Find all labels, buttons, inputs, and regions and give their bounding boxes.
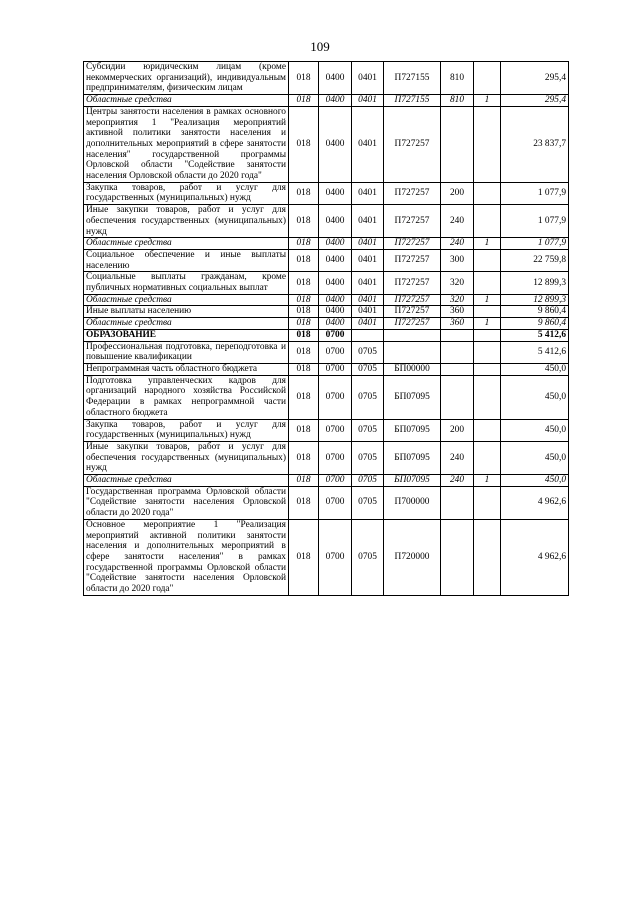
table-row	[84, 62, 569, 95]
subsection-code-cell	[352, 329, 384, 341]
admin-code-cell: 018	[289, 306, 319, 318]
table-row	[84, 182, 569, 204]
funding-source-cell	[474, 363, 501, 375]
expense-type-cell: 240	[441, 205, 474, 238]
section-code-cell: 0700	[319, 341, 352, 363]
table-row	[84, 419, 569, 441]
section-code-cell: 0400	[319, 318, 352, 330]
admin-code-cell: 018	[289, 486, 319, 519]
amount-cell: 9 860,4	[501, 318, 569, 330]
admin-code-cell: 018	[289, 182, 319, 204]
admin-code-cell: 018	[289, 341, 319, 363]
row-name-cell: Закупка товаров, работ и услуг для государственных (муниципальных) нужд	[84, 182, 289, 204]
section-code-cell: 0400	[319, 205, 352, 238]
table-row	[84, 106, 569, 182]
subsection-code-cell: 0705	[352, 441, 384, 474]
admin-code-cell: 018	[289, 441, 319, 474]
admin-code-cell: 018	[289, 363, 319, 375]
expense-type-cell	[441, 375, 474, 419]
expense-type-cell: 240	[441, 238, 474, 250]
row-name-cell: Закупка товаров, работ и услуг для государственных (муниципальных) нужд	[84, 419, 289, 441]
row-name-cell: Иные выплаты населению	[84, 306, 289, 318]
admin-code-cell: 018	[289, 318, 319, 330]
row-name-cell: Непрограммная часть областного бюджета	[84, 363, 289, 375]
subsection-code-cell: 0401	[352, 238, 384, 250]
funding-source-cell	[474, 341, 501, 363]
subsection-code-cell: 0401	[352, 272, 384, 294]
amount-cell: 450,0	[501, 441, 569, 474]
expense-type-cell	[441, 486, 474, 519]
row-name-cell: Государственная программа Орловской области "Содействие занятости населения Орловской области до 2020 года"	[84, 486, 289, 519]
funding-source-cell	[474, 306, 501, 318]
section-code-cell: 0700	[319, 329, 352, 341]
table-row	[84, 329, 569, 341]
target-article-cell: П727257	[384, 238, 441, 250]
table-row	[84, 318, 569, 330]
row-name-cell: Социальное обеспечение и иные выплаты населению	[84, 249, 289, 271]
budget-table	[83, 61, 569, 596]
table-row	[84, 238, 569, 250]
target-article-cell: П727155	[384, 95, 441, 107]
amount-cell: 1 077,9	[501, 182, 569, 204]
amount-cell: 5 412,6	[501, 341, 569, 363]
amount-cell: 1 077,9	[501, 205, 569, 238]
funding-source-cell	[474, 441, 501, 474]
table-row	[84, 475, 569, 487]
table-row	[84, 294, 569, 306]
target-article-cell: БП07095	[384, 375, 441, 419]
admin-code-cell: 018	[289, 375, 319, 419]
funding-source-cell: 1	[474, 294, 501, 306]
subsection-code-cell: 0705	[352, 486, 384, 519]
table-row	[84, 205, 569, 238]
subsection-code-cell: 0705	[352, 375, 384, 419]
funding-source-cell	[474, 106, 501, 182]
funding-source-cell	[474, 375, 501, 419]
row-name-cell: Областные средства	[84, 238, 289, 250]
expense-type-cell: 240	[441, 475, 474, 487]
target-article-cell: П727257	[384, 294, 441, 306]
admin-code-cell: 018	[289, 249, 319, 271]
amount-cell: 9 860,4	[501, 306, 569, 318]
row-name-cell: Областные средства	[84, 318, 289, 330]
row-name-cell: Социальные выплаты гражданам, кроме публичных нормативных социальных выплат	[84, 272, 289, 294]
section-code-cell: 0400	[319, 238, 352, 250]
target-article-cell: П727257	[384, 205, 441, 238]
section-code-cell: 0700	[319, 519, 352, 595]
section-code-cell: 0400	[319, 62, 352, 95]
funding-source-cell	[474, 486, 501, 519]
admin-code-cell: 018	[289, 272, 319, 294]
amount-cell: 450,0	[501, 419, 569, 441]
admin-code-cell: 018	[289, 419, 319, 441]
row-name-cell: Подготовка управленческих кадров для организаций народного хозяйства Российской Федерации в рамках непрограммной части областного бюджета	[84, 375, 289, 419]
table-row	[84, 341, 569, 363]
subsection-code-cell: 0705	[352, 519, 384, 595]
subsection-code-cell: 0401	[352, 62, 384, 95]
row-name-cell: ОБРАЗОВАНИЕ	[84, 329, 289, 341]
admin-code-cell: 018	[289, 238, 319, 250]
section-code-cell: 0400	[319, 294, 352, 306]
expense-type-cell: 810	[441, 62, 474, 95]
target-article-cell: П727155	[384, 62, 441, 95]
subsection-code-cell: 0401	[352, 306, 384, 318]
section-code-cell: 0700	[319, 475, 352, 487]
amount-cell: 4 962,6	[501, 519, 569, 595]
expense-type-cell	[441, 519, 474, 595]
subsection-code-cell: 0401	[352, 95, 384, 107]
row-name-cell: Областные средства	[84, 475, 289, 487]
target-article-cell: БП00000	[384, 363, 441, 375]
target-article-cell: П727257	[384, 272, 441, 294]
expense-type-cell	[441, 341, 474, 363]
page-number: 109	[310, 39, 330, 54]
table-row	[84, 306, 569, 318]
row-name-cell: Иные закупки товаров, работ и услуг для обеспечения государственных (муниципальных) нужд	[84, 205, 289, 238]
admin-code-cell: 018	[289, 205, 319, 238]
section-code-cell: 0400	[319, 95, 352, 107]
row-name-cell: Субсидии юридическим лицам (кроме некоммерческих организаций), индивидуальным предпринимателям, физическим лицам	[84, 62, 289, 95]
subsection-code-cell: 0401	[352, 205, 384, 238]
subsection-code-cell: 0401	[352, 294, 384, 306]
expense-type-cell: 200	[441, 419, 474, 441]
admin-code-cell: 018	[289, 329, 319, 341]
expense-type-cell: 320	[441, 294, 474, 306]
funding-source-cell	[474, 272, 501, 294]
subsection-code-cell: 0401	[352, 182, 384, 204]
subsection-code-cell: 0705	[352, 363, 384, 375]
section-code-cell: 0400	[319, 272, 352, 294]
section-code-cell: 0400	[319, 182, 352, 204]
amount-cell: 22 759,8	[501, 249, 569, 271]
section-code-cell: 0700	[319, 375, 352, 419]
table-row	[84, 375, 569, 419]
row-name-cell: Основное мероприятие 1 "Реализация мероприятий активной политики занятости населения и дополнительных мероприятий в сфере занятости населения" в рамках государственной программы Орловской области "Содействие занятости населения Орловской области до 2020 года"	[84, 519, 289, 595]
table-row	[84, 249, 569, 271]
expense-type-cell	[441, 363, 474, 375]
amount-cell: 295,4	[501, 62, 569, 95]
funding-source-cell	[474, 329, 501, 341]
section-code-cell: 0700	[319, 486, 352, 519]
amount-cell: 12 899,3	[501, 294, 569, 306]
row-name-cell: Областные средства	[84, 95, 289, 107]
expense-type-cell: 360	[441, 318, 474, 330]
table-row	[84, 441, 569, 474]
funding-source-cell	[474, 249, 501, 271]
target-article-cell: БП07095	[384, 441, 441, 474]
expense-type-cell	[441, 106, 474, 182]
funding-source-cell	[474, 205, 501, 238]
expense-type-cell: 200	[441, 182, 474, 204]
target-article-cell: П727257	[384, 306, 441, 318]
subsection-code-cell: 0705	[352, 475, 384, 487]
row-name-cell: Профессиональная подготовка, переподготовка и повышение квалификации	[84, 341, 289, 363]
target-article-cell: П727257	[384, 249, 441, 271]
amount-cell: 450,0	[501, 375, 569, 419]
expense-type-cell	[441, 329, 474, 341]
target-article-cell: П720000	[384, 519, 441, 595]
funding-source-cell: 1	[474, 95, 501, 107]
amount-cell: 450,0	[501, 475, 569, 487]
expense-type-cell: 360	[441, 306, 474, 318]
amount-cell: 4 962,6	[501, 486, 569, 519]
target-article-cell	[384, 329, 441, 341]
amount-cell: 1 077,9	[501, 238, 569, 250]
admin-code-cell: 018	[289, 519, 319, 595]
expense-type-cell: 240	[441, 441, 474, 474]
section-code-cell: 0700	[319, 363, 352, 375]
table-row	[84, 363, 569, 375]
subsection-code-cell: 0705	[352, 341, 384, 363]
table-row	[84, 486, 569, 519]
admin-code-cell: 018	[289, 475, 319, 487]
target-article-cell: П700000	[384, 486, 441, 519]
subsection-code-cell: 0401	[352, 249, 384, 271]
expense-type-cell: 810	[441, 95, 474, 107]
funding-source-cell: 1	[474, 318, 501, 330]
admin-code-cell: 018	[289, 62, 319, 95]
target-article-cell: БП07095	[384, 419, 441, 441]
funding-source-cell	[474, 419, 501, 441]
amount-cell: 12 899,3	[501, 272, 569, 294]
funding-source-cell	[474, 519, 501, 595]
target-article-cell: БП07095	[384, 475, 441, 487]
admin-code-cell: 018	[289, 294, 319, 306]
admin-code-cell: 018	[289, 95, 319, 107]
funding-source-cell	[474, 62, 501, 95]
row-name-cell: Иные закупки товаров, работ и услуг для обеспечения государственных (муниципальных) нужд	[84, 441, 289, 474]
subsection-code-cell: 0401	[352, 106, 384, 182]
section-code-cell: 0400	[319, 106, 352, 182]
row-name-cell: Центры занятости населения в рамках основного мероприятия 1 "Реализация мероприятий активной политики занятости населения и дополнительных мероприятий в сфере занятости населения" государственной программы Орловской области "Содействие занятости населения Орловской области до 2020 года"	[84, 106, 289, 182]
table-row	[84, 519, 569, 595]
section-code-cell: 0700	[319, 441, 352, 474]
section-code-cell: 0400	[319, 306, 352, 318]
target-article-cell: П727257	[384, 182, 441, 204]
funding-source-cell: 1	[474, 475, 501, 487]
subsection-code-cell: 0401	[352, 318, 384, 330]
target-article-cell	[384, 341, 441, 363]
table-row	[84, 95, 569, 107]
amount-cell: 5 412,6	[501, 329, 569, 341]
section-code-cell: 0400	[319, 249, 352, 271]
table-row	[84, 272, 569, 294]
target-article-cell: П727257	[384, 318, 441, 330]
amount-cell: 450,0	[501, 363, 569, 375]
funding-source-cell	[474, 182, 501, 204]
target-article-cell: П727257	[384, 106, 441, 182]
expense-type-cell: 320	[441, 272, 474, 294]
subsection-code-cell: 0705	[352, 419, 384, 441]
section-code-cell: 0700	[319, 419, 352, 441]
amount-cell: 23 837,7	[501, 106, 569, 182]
row-name-cell: Областные средства	[84, 294, 289, 306]
admin-code-cell: 018	[289, 106, 319, 182]
budget-table-body	[84, 62, 569, 596]
amount-cell: 295,4	[501, 95, 569, 107]
funding-source-cell: 1	[474, 238, 501, 250]
expense-type-cell: 300	[441, 249, 474, 271]
